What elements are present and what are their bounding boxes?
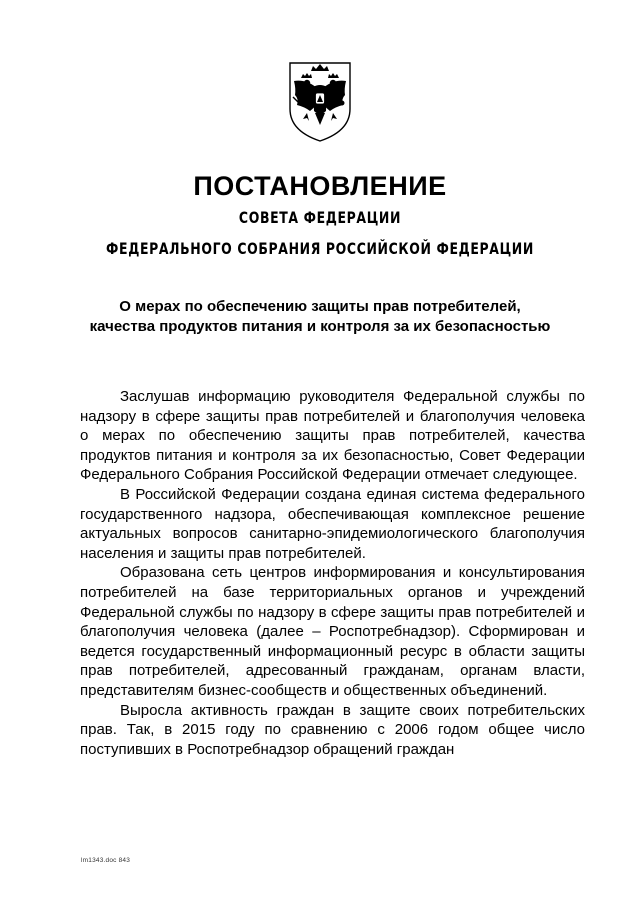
- subject-line-1: О мерах по обеспечению защиты прав потребителей,: [119, 298, 521, 315]
- body-paragraph: Образована сеть центров информирования и консультирования потребителей на базе территориальных органов и учреждений Федеральной службы по надзору в сфере защиты прав потребителей и благополучия человека (далее – Роспотребнадзор). Сформирован и ведется государственный информационный ресурс в области защиты прав потребителей, адресованный гражданам, органам власти, представителям бизнес-сообществ и общественных объединений.: [80, 564, 585, 699]
- subject-line-2: качества продуктов питания и контроля за их безопасностью: [89, 318, 551, 335]
- footer-reference: lm1343.doc 843: [81, 857, 131, 864]
- resolution-subject: [80, 297, 560, 337]
- coat-of-arms-icon: [285, 59, 355, 143]
- document-title: ПОСТАНОВЛЕНИЕ: [193, 171, 447, 201]
- body-paragraph: Заслушав информацию руководителя Федеральной службы по надзору в сфере защиты прав потребителей и благополучия человека о мерах по обеспечению защиты прав потребителей, качества продуктов питания и контроля за их безопасностью, Совет Федерации Федерального Собрания Российской Федерации отмечает следующее.: [80, 388, 585, 484]
- issuer-line-1: СОВЕТА ФЕДЕРАЦИИ: [238, 208, 402, 227]
- body-paragraph: В Российской Федерации создана единая система федерального государственного надзора, обеспечивающая комплексное решение актуальных вопросов санитарно-эпидемиологического благополучия населения и защиты прав потребителей.: [80, 485, 585, 562]
- body-paragraph: Выросла активность граждан в защите своих потребительских прав. Так, в 2015 году по сравнению с 2006 годом общее число поступивших в Роспотребнадзор обращений граждан: [80, 701, 585, 758]
- issuer-line-2: ФЕДЕРАЛЬНОГО СОБРАНИЯ РОССИЙСКОЙ ФЕДЕРАЦИИ: [106, 239, 534, 258]
- body-text: [80, 387, 585, 759]
